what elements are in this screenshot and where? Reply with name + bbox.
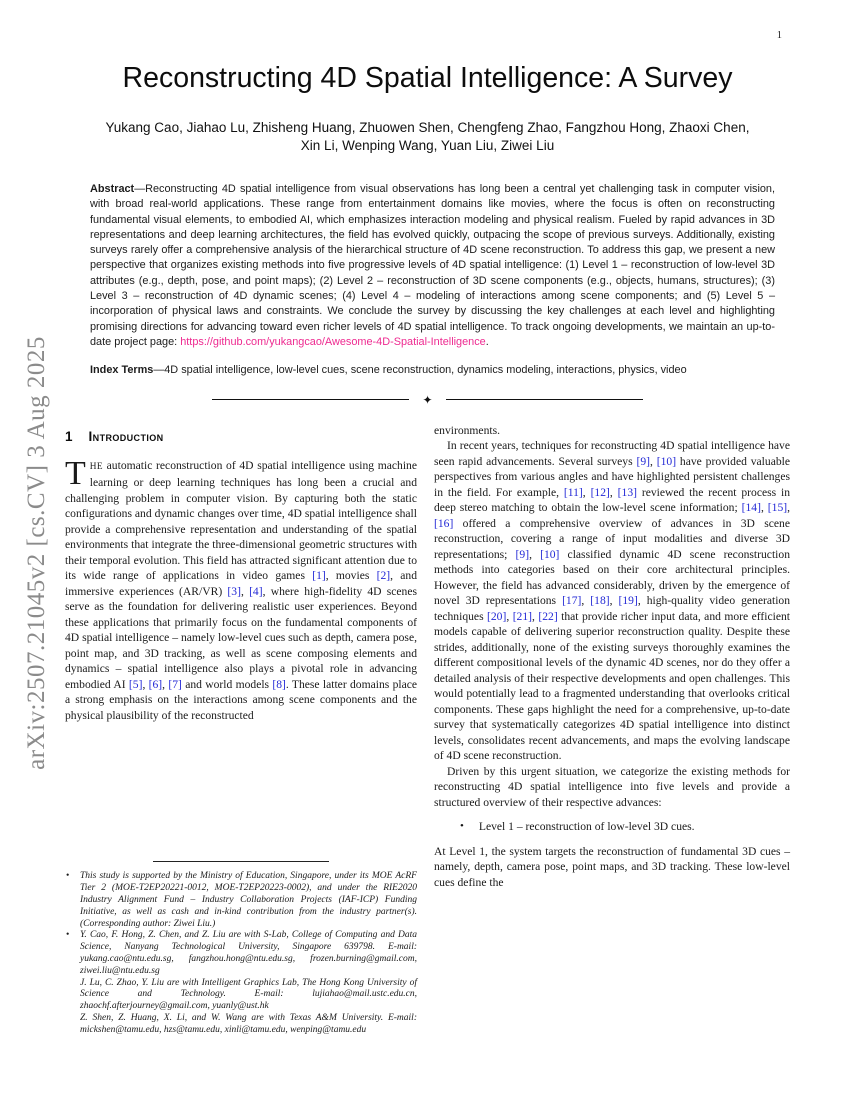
footnote-rule [153, 861, 329, 862]
citation-ref[interactable]: [6] [148, 677, 163, 691]
citation-ref[interactable]: [7] [168, 677, 182, 691]
intro-paragraph [65, 454, 418, 724]
section-number: 1 [65, 428, 73, 444]
left-column [65, 423, 417, 1037]
citation-ref[interactable]: [8] [272, 677, 286, 691]
citation-ref[interactable]: [17] [562, 594, 582, 608]
citation-ref[interactable]: [3] [227, 584, 241, 598]
bullet-icon: • [66, 930, 70, 941]
bullet-icon: • [460, 820, 464, 833]
bullet-icon: • [66, 871, 70, 882]
index-terms-text: —4D spatial intelligence, low-level cues, scene reconstruction, dynamics modeling, interactions, physics, video [153, 364, 687, 377]
citation-ref[interactable]: [18] [590, 594, 610, 608]
body-paragraph: Driven by this urgent situation, we categorize the existing methods for reconstructing 4D spatial intelligence into five levels and provide a structured overview of their respective advances: [434, 764, 790, 809]
footnote-text: Z. Shen, Z. Huang, X. Li, and W. Wang are with Texas A&M University. E-mail: mickshen@tamu.edu, hzs@tamu.edu, xinli@tamu.edu, wenping@tamu.edu [80, 1012, 417, 1035]
dropcap-smallcaps: HE [89, 461, 103, 472]
bullet-text: Level 1 – reconstruction of low-level 3D cues. [478, 820, 695, 834]
abstract-label: Abstract [90, 183, 135, 195]
citation-ref[interactable]: [5] [128, 677, 143, 691]
citation-ref[interactable]: [12] [590, 485, 610, 499]
level-1-bullet-item [460, 819, 790, 835]
abstract [90, 182, 775, 350]
separator-rule-right [446, 399, 643, 400]
citation-ref[interactable]: [9] [636, 454, 650, 468]
citation-ref[interactable]: [10] [540, 547, 560, 561]
citation-ref[interactable]: [21] [512, 609, 533, 623]
section-title: Introduction [88, 428, 164, 444]
abstract-text: —Reconstructing 4D spatial intelligence from visual observations has long been a central yet challenging task in computer vision, with broad real-world applications. These range from entertainment domains like movies, where the focus is often on reconstructing fundamental visual elements, to embodied AI, which emphasizes interaction modeling and physical realism. Fueled by rapid advances in 3D representations and deep learning architectures, the field has evolved quickly, outpacing the scope of previous surveys. Additionally, existing surveys rarely offer a comprehensive analysis of the hierarchical structure of 4D scene reconstruction. To address this gap, we present a new perspective that organizes existing methods into five progressive levels of 4D spatial intelligence: (1) Level 1 – reconstruction of low-level 3D attributes (e.g., depth, pose, and point maps); (2) Level 2 – reconstruction of 3D scene components (e.g., objects, humans, structures); (3) Level 3 – reconstruction of 4D dynamic scenes; (4) Level 4 – modeling of interactions among scene components; and (5) Level 5 – incorporation of physical laws and constraints. We conclude the survey by discussing the key challenges at each level and highlighting promising directions for advancing toward even richer levels of 4D spatial intelligence. To track ongoing developments, we maintain an up-to-date project page: [90, 183, 775, 348]
citation-ref[interactable]: [2] [376, 569, 391, 583]
footnote-list [65, 871, 417, 1036]
right-column [434, 423, 790, 1037]
two-column-body [65, 423, 790, 1037]
footnote-item [65, 871, 417, 930]
footnote-item [65, 978, 417, 1013]
body-paragraph: At Level 1, the system targets the reconstruction of fundamental 3D cues – namely, depth, camera pose, point maps, and 3D tracking. These low-level cues define the [434, 844, 790, 889]
citation-ref[interactable]: [15] [767, 501, 788, 515]
footnote-text: J. Lu, C. Zhao, Y. Liu are with Intelligent Graphics Lab, The Hong Kong University of Science and Technology. E-mail: lujiahao@mail.ustc.edu.cn, zhaochf.afterjourney@gmail.com, yuanly@ust.hk [80, 977, 417, 1012]
footnote-item [65, 1013, 417, 1037]
citation-ref[interactable]: [16] [434, 516, 454, 530]
citation-ref[interactable]: [14] [741, 501, 761, 515]
separator-rule-left [212, 399, 409, 400]
paper-title: Reconstructing 4D Spatial Intelligence: A Survey [122, 62, 733, 94]
citation-ref[interactable]: [13] [617, 485, 637, 499]
intro-paragraph-text: automatic reconstruction of 4D spatial intelligence using machine learning or deep learning techniques has long been a crucial and challenging problem in computer vision. By capturing both the static configurations and dynamic changes over time, 4D spatial intelligence shall provide a comprehensive representation and understanding of the spatial environments that integrate the three-dimensional geometric structures with their temporal evolution. This field has attracted significant attention due to its wide range of applications in video games [1], movies [2], and immersive experiences (AR/VR) [3], [4], where high-fidelity 4D scenes serve as the foundation for delivering realistic user experiences. Beyond these applications that primarily focus on the fundamental components of 4D spatial intelligence – namely low-level cues such as depth, camera pose, point map, and 3D tracking, as well as scene composing elements and dynamics – spatial intelligence also plays a pivotal role in advancing embodied AI [5], [6], [7] and world models [8]. These latter domains place a strong emphasis on the interactions among scene components and the physical plausibility of the reconstructed [65, 458, 418, 722]
footnote-block [65, 861, 417, 1036]
drop-cap: T [65, 454, 86, 492]
citation-ref[interactable]: [9] [515, 547, 530, 561]
diamond-icon: ✦ [422, 392, 433, 407]
citation-ref[interactable]: [1] [312, 569, 326, 583]
citation-ref[interactable]: [11] [563, 485, 583, 499]
citation-ref[interactable]: [20] [487, 609, 507, 623]
citation-ref[interactable]: [10] [656, 454, 677, 468]
authors-line: Yukang Cao, Jiahao Lu, Zhisheng Huang, Zhuowen Shen, Chengfeng Zhao, Fangzhou Hong, Zhaoxi Chen, Xin Li, Wenping Wang, Yuan Liu, Ziwei Liu [105, 120, 750, 153]
citation-ref[interactable]: [4] [249, 584, 263, 598]
paper-content [65, 0, 790, 1037]
section-separator [65, 394, 790, 406]
footnote-text: Y. Cao, F. Hong, Z. Chen, and Z. Liu are with S-Lab, College of Computing and Data Science, Nanyang Technological University, Singapore 639798. E-mail: yukang.cao@ntu.edu.sg, fangzhou.hong@ntu.edu.sg, frozen.burning@gmail.com, ziwei.liu@ntu.edu.sg [80, 930, 417, 976]
footnote-text: This study is supported by the Ministry of Education, Singapore, under its MOE AcRF Tier 2 (MOE-T2EP20221-0012, MOE-T2EP20223-0002), and under the RIE2020 Industry Alignment Fund – Industry Collaboration Projects (IAF-ICP) Funding Initiative, as well as cash and in-kind contribution from the industry partner(s). (Corresponding author: Ziwei Liu.) [80, 871, 417, 929]
body-paragraph: In recent years, techniques for reconstructing 4D spatial intelligence have seen rapid advancements. Several surveys [9], [10] have provided valuable perspectives from various angles and have highlighted persistent challenges in the field. For example, [11], [12], [13] reviewed the recent process in deep stereo matching to obtain the low-level scene information; [14], [15], [16] offered a comprehensive overview of advances in 3D scene reconstruction, covering a range of input modalities and diverse 3D representations; [9], [10] classified dynamic 4D scene reconstruction methods into categories based on their core architectural principles. However, the field has advanced considerably, driven by the emergence of novel 3D representations [17], [18], [19], high-quality video generation techniques [20], [21], [22] that provide richer input data, and more efficient models capable of delivering superior reconstruction quality. Despite these strides, additionally, none of the existing surveys thoroughly examines the different compositional levels of the dynamic 4D scenes, nor do they offer a detailed analysis of their respective developments and open challenges. This would potentially lead to a fragmented understanding that overlooks critical components. These gaps highlight the need for a comprehensive, up-to-date survey that systematically categorizes 4D spatial intelligence into distinct levels, consolidates recent advancements, and maps the evolving landscape of 4D scene reconstruction. [434, 439, 791, 763]
arxiv-watermark: arXiv:2507.21045v2 [cs.CV] 3 Aug 2025 [23, 336, 50, 770]
project-page-link[interactable]: https://github.com/yukangcao/Awesome-4D-Spatial-Intelligence [180, 335, 486, 348]
body-paragraph: environments. [434, 423, 501, 437]
index-terms [90, 363, 775, 378]
citation-ref[interactable]: [22] [538, 609, 558, 623]
footnote-item [65, 930, 417, 977]
citation-ref[interactable]: [19] [618, 594, 638, 608]
section-1-heading [65, 429, 417, 444]
page-number: 1 [776, 30, 782, 41]
index-terms-label: Index Terms [90, 364, 154, 377]
abstract-period: . [485, 335, 489, 348]
